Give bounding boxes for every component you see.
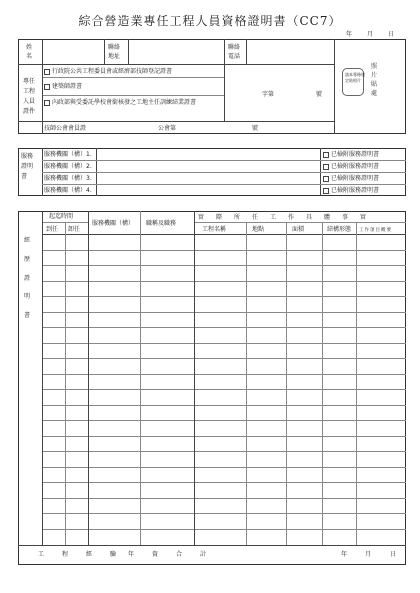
- grid-line: [246, 222, 247, 545]
- grid-line: [42, 420, 406, 421]
- structure-label: 結構形態: [327, 226, 352, 233]
- experience-side-label: 經 歷 證 明 書: [24, 237, 31, 320]
- grid-line: [322, 222, 323, 545]
- total-days: 日: [390, 551, 397, 558]
- period-label: 起迄時間: [49, 213, 74, 220]
- address-field[interactable]: [129, 40, 223, 63]
- checkbox[interactable]: [44, 69, 50, 75]
- end-label: 卸任: [68, 226, 81, 233]
- service-attach-1[interactable]: 已檢附服務證明書: [323, 151, 379, 158]
- area-label: 面積: [292, 226, 305, 233]
- grid-line: [42, 211, 43, 545]
- guild-no: 公會第: [158, 125, 177, 132]
- grid-line: [42, 389, 406, 390]
- grid-line: [42, 312, 406, 313]
- total-months: 月: [365, 551, 372, 558]
- grid-line: [42, 374, 406, 375]
- project-name-label: 工程名稱: [202, 226, 227, 233]
- grid-line: [42, 451, 406, 452]
- photo-label: 照 片 貼 處: [371, 63, 378, 97]
- grid-line: [42, 327, 406, 328]
- grid-line: [42, 250, 406, 251]
- cert-option-1[interactable]: 行政院公共工程委員會或經濟部技師登記證書: [44, 68, 172, 75]
- phone-label: 聯絡 電話: [228, 44, 241, 60]
- grid-line: [140, 211, 141, 545]
- grid-line: [42, 358, 406, 359]
- cert-option-2[interactable]: 建築師證書: [44, 83, 82, 90]
- grid-line: [42, 234, 406, 235]
- grid-line: [42, 265, 406, 266]
- service-attach-3[interactable]: 已檢附服務證明書: [323, 175, 379, 182]
- checkbox[interactable]: [323, 164, 329, 170]
- service-org-1: 服務機關（構）1.: [44, 151, 92, 158]
- checkbox[interactable]: [323, 152, 329, 158]
- service-org-3: 服務機關（構）3.: [44, 175, 92, 182]
- grid-line: [194, 211, 195, 545]
- experience-total-label: 工 程 經 驗 年 資 合 計: [38, 551, 207, 558]
- grid-line: [42, 482, 406, 483]
- checkbox[interactable]: [323, 188, 329, 194]
- checkbox[interactable]: [44, 84, 50, 90]
- name-label: 姓 名: [26, 44, 33, 60]
- grid-line: [356, 222, 357, 545]
- date-day: 日: [388, 31, 395, 38]
- grid-line: [286, 222, 287, 545]
- service-attach-4[interactable]: 已檢附服務證明書: [323, 187, 379, 194]
- grid-line: [88, 211, 89, 545]
- page-title: 綜合營造業專任工程人員資格證明書（CC7）: [78, 14, 342, 28]
- work-content-label: 工作項目概要: [359, 228, 392, 233]
- service-org-4: 服務機關（構）4.: [44, 187, 92, 194]
- service-attach-2[interactable]: 已檢附服務證明書: [323, 163, 379, 170]
- service-label: 服務 證明 書: [21, 153, 34, 180]
- date-month: 月: [367, 31, 374, 38]
- cert-option-3[interactable]: 內政部與受委託學校會銜核發之工地主任訓練結業證書: [44, 98, 224, 108]
- actual-work-label: 實 際 所 任 工 作 具 體 事 實: [198, 214, 367, 221]
- grid-line: [42, 467, 406, 468]
- location-label: 地點: [252, 226, 265, 233]
- grid-line: [65, 222, 66, 545]
- grid-line: [194, 222, 406, 223]
- checkbox[interactable]: [44, 100, 50, 106]
- photo-note: 請本專條規 定貼相片: [345, 72, 365, 83]
- grid-line: [42, 529, 406, 530]
- cert-label: 專任 工程 人員 證件: [23, 78, 36, 115]
- cert-hao: 號: [316, 91, 323, 98]
- name-field[interactable]: [43, 40, 103, 63]
- service-org-2: 服務機關（構）2.: [44, 163, 92, 170]
- grid-line: [42, 405, 406, 406]
- guild-label: 技師公會會員證: [44, 125, 87, 132]
- grid-line: [42, 513, 406, 514]
- grid-line: [42, 436, 406, 437]
- grid-line: [42, 281, 406, 282]
- grid-line: [18, 545, 406, 546]
- checkbox[interactable]: [323, 176, 329, 182]
- total-years: 年: [341, 551, 348, 558]
- grid-line: [42, 498, 406, 499]
- org-label: 服務機關（構）: [92, 220, 135, 227]
- phone-field[interactable]: [247, 40, 333, 63]
- cert-zi-di: 字第: [262, 91, 275, 98]
- job-title-label: 職稱及職務: [146, 220, 177, 227]
- grid-line: [42, 343, 406, 344]
- guild-hao: 號: [252, 125, 259, 132]
- date-year: 年: [346, 31, 353, 38]
- grid-line: [42, 296, 406, 297]
- address-label: 聯絡 地址: [108, 44, 121, 60]
- start-label: 到任: [46, 226, 59, 233]
